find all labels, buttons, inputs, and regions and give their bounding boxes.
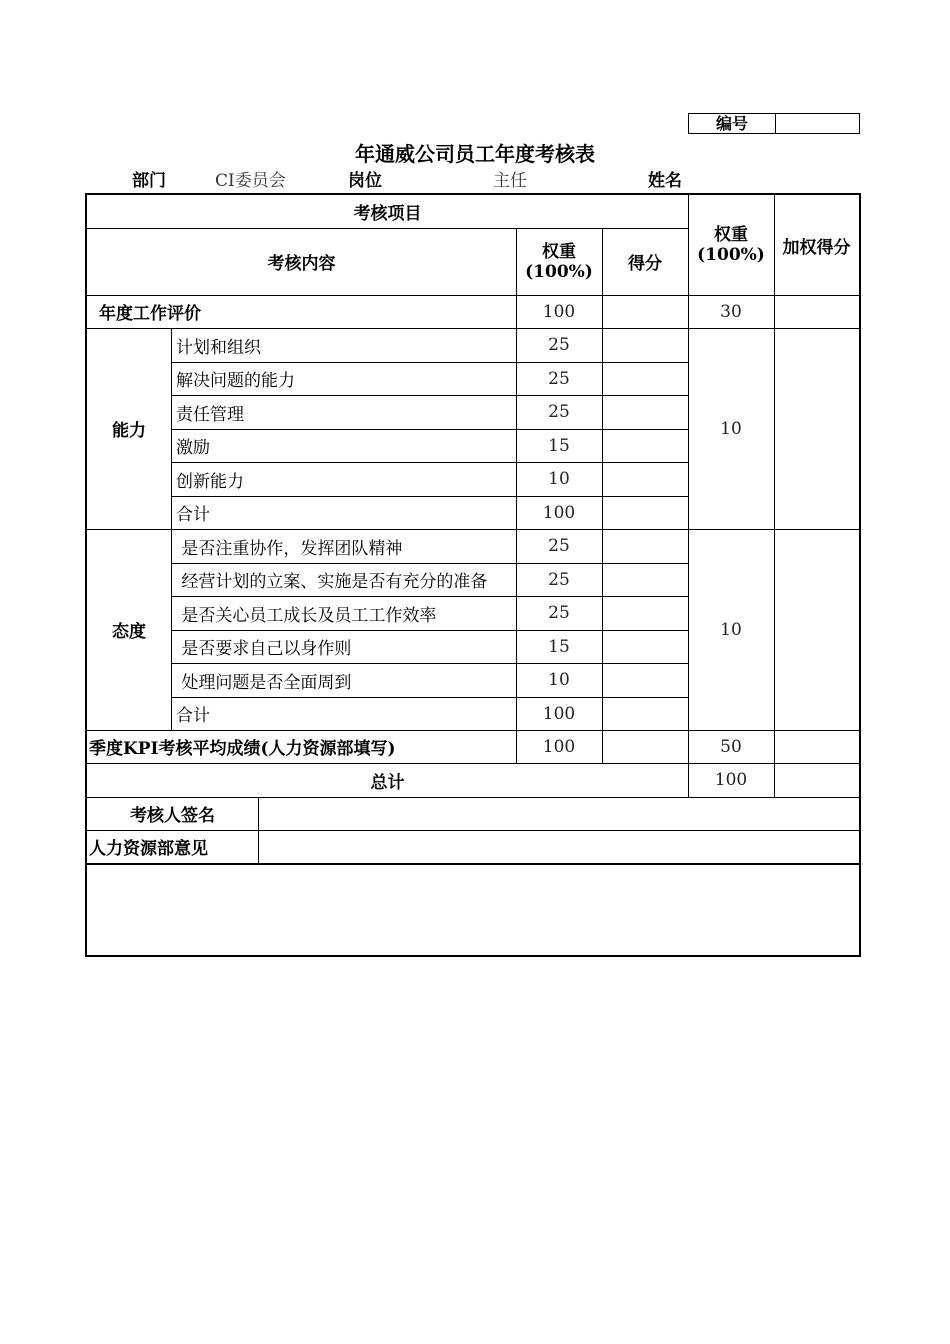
ability-weight: 15: [548, 435, 570, 456]
dept-label: 部门: [132, 171, 166, 191]
annual-weight: 100: [542, 301, 576, 322]
total-weight2: 100: [714, 770, 748, 790]
attitude-weight2: 10: [720, 619, 742, 640]
ability-item: 解决问题的能力: [176, 371, 295, 391]
attitude-item: 处理问题是否全面周到: [176, 672, 352, 693]
kpi-weight: 100: [542, 736, 576, 757]
attitude-item: 是否关心员工成长及员工工作效率: [176, 605, 437, 626]
ability-item: 责任管理: [176, 404, 244, 425]
ability-weight: 25: [548, 368, 570, 389]
kpi-label: 季度KPI考核平均成绩(人力资源部填写): [89, 739, 396, 759]
assessment-table: [85, 193, 861, 957]
header-weight-line1: 权重: [542, 241, 576, 262]
post-value[interactable]: 主任: [493, 171, 527, 191]
attitude-weight: 15: [548, 636, 570, 657]
ability-weighted[interactable]: [774, 328, 859, 529]
signature-field[interactable]: [259, 797, 859, 830]
serial-number-label: 编号: [689, 114, 776, 133]
attitude-weight: 25: [548, 603, 570, 623]
ability-weight: 10: [548, 469, 570, 489]
ability-item: 激励: [176, 438, 210, 458]
hr-opinion-label: 人力资源部意见: [89, 839, 208, 859]
post-label: 岗位: [348, 171, 382, 191]
attitude-weight: 25: [548, 569, 570, 590]
header-score: 得分: [628, 254, 662, 274]
annual-label: 年度工作评价: [99, 304, 201, 324]
ability-weight: 25: [548, 335, 570, 355]
header-weight-line2: (100%): [525, 261, 593, 282]
ability-item: 计划和组织: [176, 337, 261, 358]
header-content: [87, 228, 516, 295]
header-items: 考核项目: [353, 204, 422, 224]
attitude-item: 是否注重协作，发挥团队精神: [176, 538, 403, 559]
attitude-total-label: 合计: [176, 706, 210, 726]
header-weight2-line1: 权重: [714, 225, 748, 245]
total-label: 总计: [370, 772, 405, 793]
hr-opinion-field[interactable]: [259, 830, 859, 863]
ability-total-weight: 100: [542, 502, 576, 523]
ability-label: 能力: [112, 421, 146, 441]
attitude-item: 经营计划的立案、实施是否有充分的准备: [176, 572, 488, 592]
attitude-weight: 25: [548, 536, 570, 556]
kpi-weight2: 50: [720, 736, 742, 757]
comment-area[interactable]: [87, 865, 859, 955]
attitude-total-weight: 100: [542, 703, 576, 724]
attitude-weighted[interactable]: [774, 529, 859, 730]
header-weight: [516, 228, 602, 295]
ability-item: 创新能力: [176, 471, 244, 492]
dept-value[interactable]: CI委员会: [215, 171, 286, 191]
annual-score[interactable]: [602, 295, 688, 328]
name-label: 姓名: [648, 171, 682, 191]
attitude-item: 是否要求自己以身作则: [176, 639, 352, 659]
attitude-weight: 10: [548, 670, 570, 690]
ability-weight2: 10: [720, 418, 742, 439]
ability-total-label: 合计: [176, 505, 210, 525]
serial-number-field[interactable]: [776, 114, 859, 133]
signature-label: 考核人签名: [130, 806, 215, 826]
serial-number-box: [688, 113, 860, 134]
attitude-label: 态度: [112, 622, 146, 642]
header-weight2: [688, 195, 774, 295]
annual-weighted[interactable]: [774, 295, 859, 328]
annual-weight2: 30: [720, 301, 742, 322]
header-weight2-line2: (100%): [697, 245, 765, 265]
header-content-text: 考核内容: [267, 254, 336, 274]
ability-weight: 25: [548, 402, 570, 422]
total-weighted[interactable]: [774, 763, 859, 797]
header-weighted-score: 加权得分: [782, 237, 851, 258]
form-title: 年通威公司员工年度考核表: [355, 142, 595, 166]
